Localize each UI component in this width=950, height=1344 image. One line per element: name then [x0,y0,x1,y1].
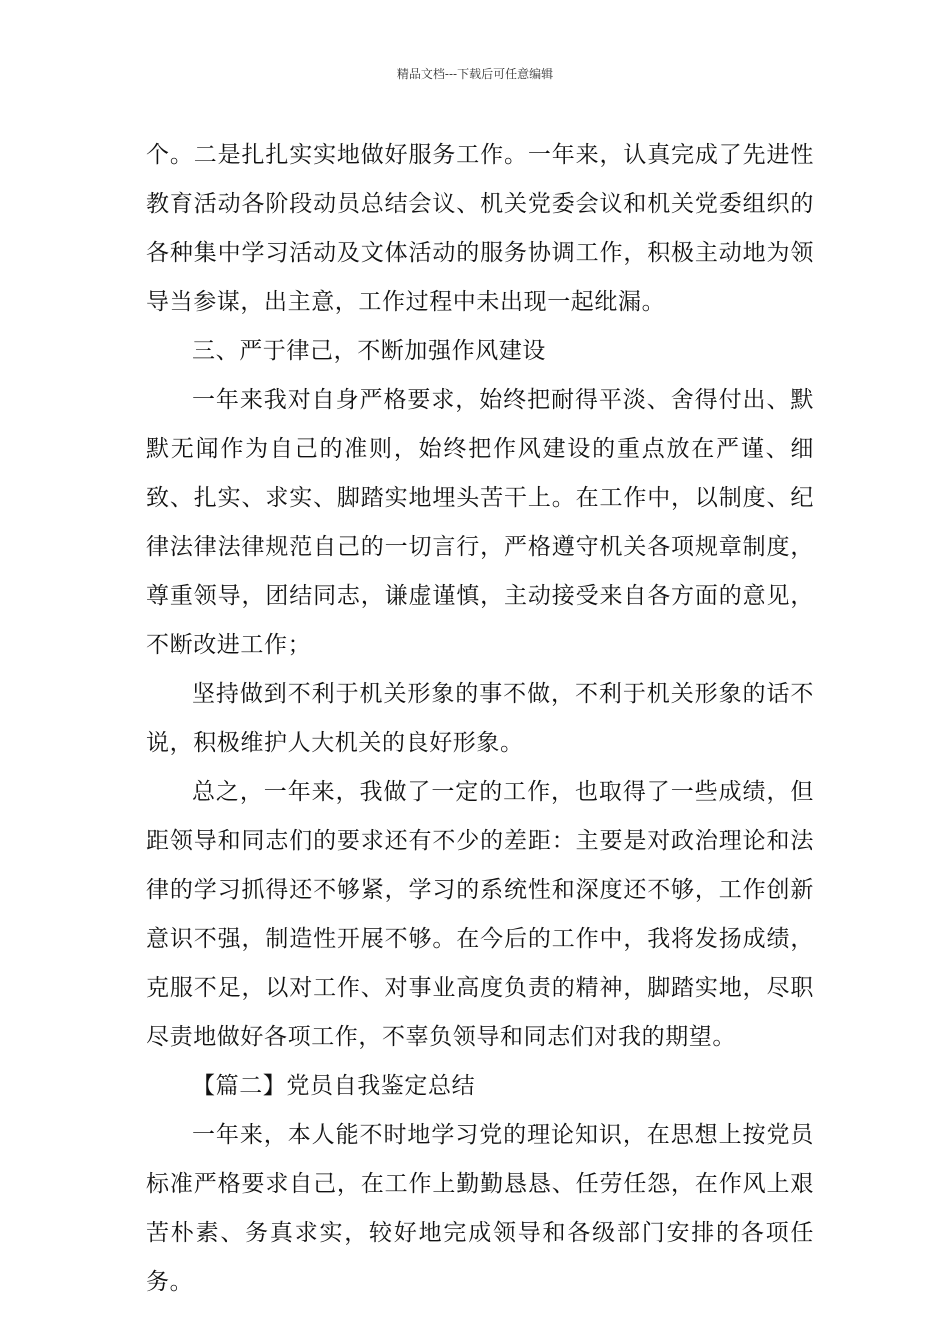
paragraph: 一年来我对自身严格要求，始终把耐得平淡、舍得付出、默默无闻作为自己的准则，始终把作风建设的重点放在严谨、细致、扎实、求实、脚踏实地埋头苦干上。在工作中，以制度、纪律法律法律规范自己的一切言行，严格遵守机关各项规章制度，尊重领导，团结同志，谦虚谨慎，主动接受来自各方面的意见，不断改进工作； [146,387,814,658]
paragraph-continuation: 个。二是扎扎实实地做好服务工作。一年来，认真完成了先进性教育活动各阶段动员总结会议、机关党委会议和机关党委组织的各种集中学习活动及文体活动的服务协调工作，积极主动地为领导当参谋，出主意，工作过程中未出现一起纰漏。 [146,142,814,315]
page-header: 精品文档---下载后可任意编辑 [396,67,554,81]
paragraph: 坚持做到不利于机关形象的事不做，不利于机关形象的话不说，积极维护人大机关的良好形象。 [146,681,814,756]
document-body [146,131,814,1307]
section-heading: 三、严于律己，不断加强作风建设 [192,338,546,364]
section-heading: 【篇二】党员自我鉴定总结 [192,1073,476,1099]
paragraph: 一年来，本人能不时地学习党的理论知识，在思想上按党员标准严格要求自己，在工作上勤勤恳恳、任劳任怨，在作风上艰苦朴素、务真求实，较好地完成领导和各级部门安排的各项任务。 [146,1122,814,1295]
paragraph: 总之，一年来，我做了一定的工作，也取得了一些成绩，但距领导和同志们的要求还有不少的差距：主要是对政治理论和法律的学习抓得还不够紧，学习的系统性和深度还不够，工作创新意识不强，制造性开展不够。在今后的工作中，我将发扬成绩，克服不足，以对工作、对事业高度负责的精神，脚踏实地，尽职尽责地做好各项工作，不辜负领导和同志们对我的期望。 [146,779,814,1050]
